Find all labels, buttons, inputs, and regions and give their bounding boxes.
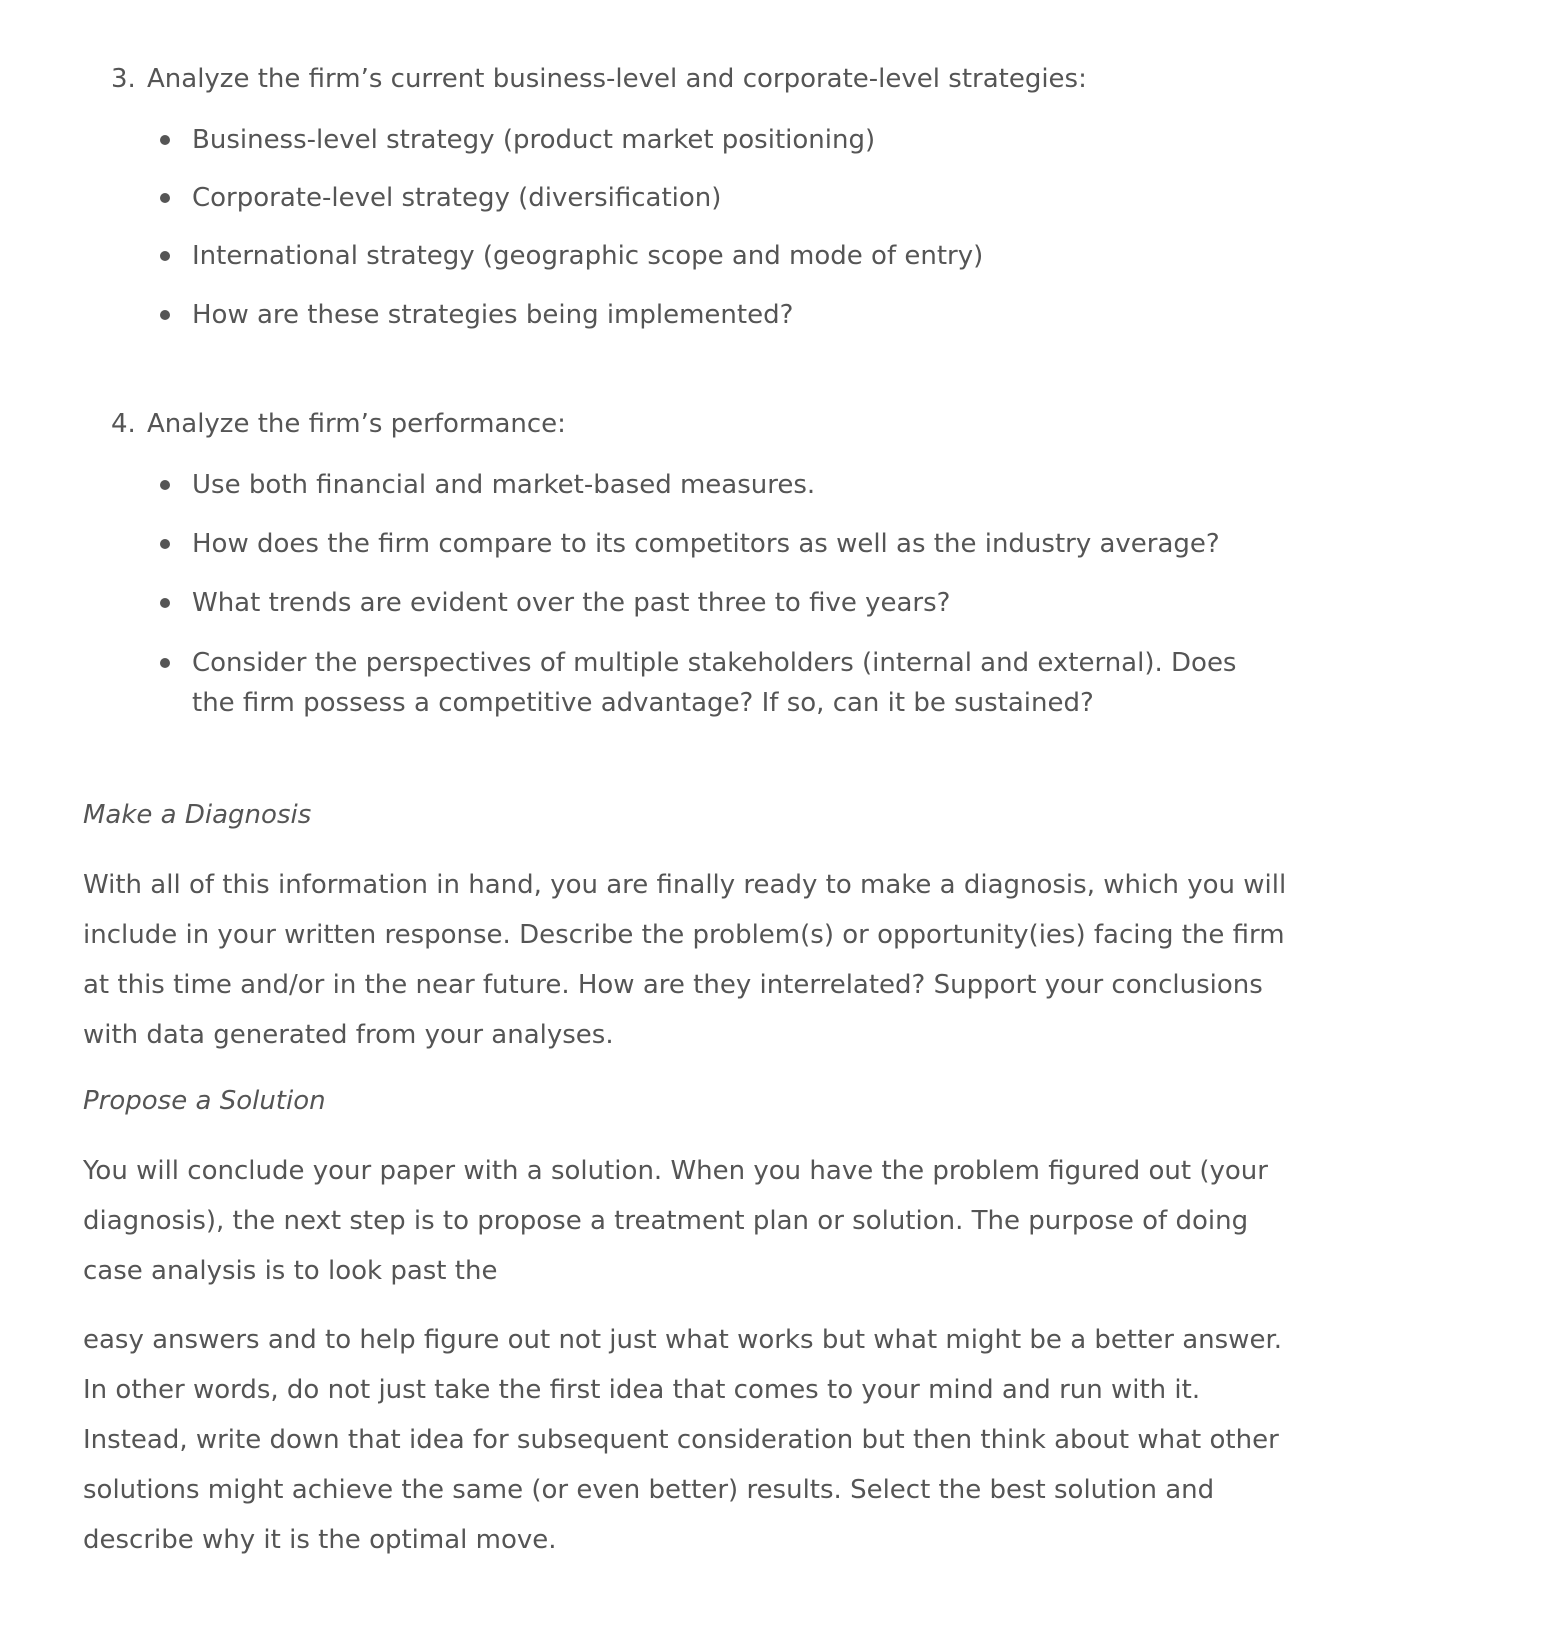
bullet-icon xyxy=(160,251,170,261)
bullet-item: How are these strategies being implemented? xyxy=(192,300,794,330)
bullet-item: Use both financial and market-based measures. xyxy=(192,470,816,500)
paragraph-line: easy answers and to help figure out not just what works but what might be a better answer. xyxy=(83,1325,1283,1355)
paragraph-line: In other words, do not just take the first idea that comes to your mind and run with it. xyxy=(83,1375,1201,1405)
list-item-4 xyxy=(111,408,566,440)
paragraph-line: Instead, write down that idea for subsequent consideration but then think about what other xyxy=(83,1425,1279,1455)
section-heading-solution: Propose a Solution xyxy=(83,1086,326,1116)
bullet-icon xyxy=(160,658,170,668)
paragraph-line: solutions might achieve the same (or even better) results. Select the best solution and xyxy=(83,1475,1215,1505)
bullet-icon xyxy=(160,135,170,145)
bullet-icon xyxy=(160,539,170,549)
paragraph-line: include in your written response. Describe the problem(s) or opportunity(ies) facing the firm xyxy=(83,920,1285,950)
paragraph-diagnosis xyxy=(83,860,1287,1060)
bullet-item: International strategy (geographic scope and mode of entry) xyxy=(192,241,984,271)
paragraph-line: With all of this information in hand, you are finally ready to make a diagnosis, which you will xyxy=(83,870,1287,900)
list-number: 3. xyxy=(111,64,136,94)
bullet-item-line: the firm possess a competitive advantage? If so, can it be sustained? xyxy=(192,688,1094,718)
bullet-icon xyxy=(160,480,170,490)
list-item-title: Analyze the firm’s performance: xyxy=(147,409,566,439)
bullet-icon xyxy=(160,598,170,608)
bullet-item-line: Consider the perspectives of multiple stakeholders (internal and external). Does xyxy=(192,648,1237,678)
paragraph-line: You will conclude your paper with a solution. When you have the problem figured out (your xyxy=(83,1156,1268,1186)
bullet-item: What trends are evident over the past three to five years? xyxy=(192,588,951,618)
list-item-3 xyxy=(111,63,1087,95)
paragraph-line: with data generated from your analyses. xyxy=(83,1020,614,1050)
bullet-icon xyxy=(160,193,170,203)
paragraph-line: at this time and/or in the near future. How are they interrelated? Support your conclusions xyxy=(83,970,1263,1000)
list-item-title: Analyze the firm’s current business-level and corporate-level strategies: xyxy=(147,64,1087,94)
bullet-icon xyxy=(160,310,170,320)
bullet-item: Corporate-level strategy (diversification) xyxy=(192,183,722,213)
list-number: 4. xyxy=(111,409,136,439)
bullet-item xyxy=(192,643,1236,723)
section-heading-diagnosis: Make a Diagnosis xyxy=(83,800,312,830)
paragraph-line: describe why it is the optimal move. xyxy=(83,1525,557,1555)
paragraph-solution-part2 xyxy=(83,1315,1283,1565)
bullet-item: How does the firm compare to its competitors as well as the industry average? xyxy=(192,529,1220,559)
paragraph-solution-part1 xyxy=(83,1146,1268,1296)
paragraph-line: diagnosis), the next step is to propose a treatment plan or solution. The purpose of doing xyxy=(83,1206,1249,1236)
bullet-item: Business-level strategy (product market positioning) xyxy=(192,125,876,155)
paragraph-line: case analysis is to look past the xyxy=(83,1256,498,1286)
